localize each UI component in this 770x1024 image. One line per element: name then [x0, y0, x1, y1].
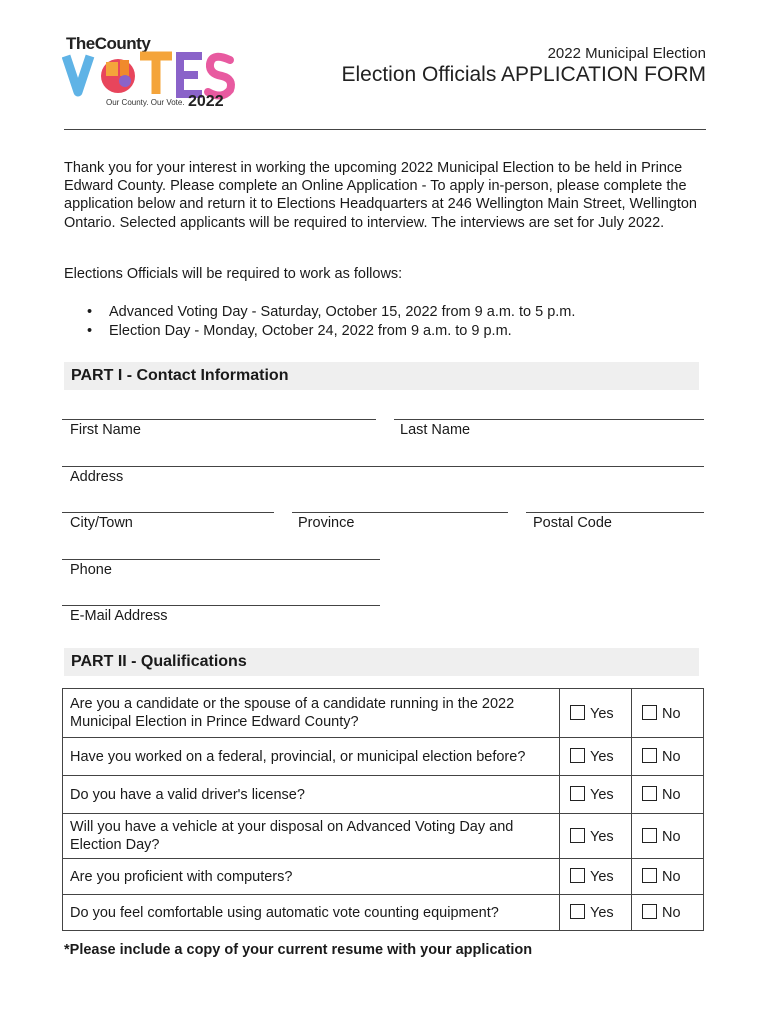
table-row — [63, 738, 704, 776]
checkbox-icon[interactable] — [642, 868, 657, 883]
work-requirement-text: Elections Officials will be required to work as follows: — [64, 266, 403, 282]
no-label: No — [662, 905, 681, 921]
checkbox-icon[interactable] — [642, 828, 657, 843]
checkbox-icon[interactable] — [570, 705, 585, 720]
table-row — [63, 859, 704, 895]
intro-paragraph: Thank you for your interest in working the upcoming 2022 Municipal Election to be held in Prince Edward County. Please complete an Online Application - To apply in-person, please complete the application below and return it to Elections Headquarters at 246 Wellington Main Street, Wellington Ontario. Selected applicants will be required to interview. The interviews are set for July 2022. — [64, 160, 697, 231]
checkbox-icon[interactable] — [642, 786, 657, 801]
city-field[interactable] — [62, 512, 274, 513]
phone-field[interactable] — [62, 559, 380, 560]
list-item-advanced-voting: • Advanced Voting Day - Saturday, October 15, 2022 from 9 a.m. to 5 p.m. — [64, 303, 575, 322]
table-row — [63, 776, 704, 814]
list-item-election-day: • Election Day - Monday, October 24, 2022 from 9 a.m. to 9 p.m. — [64, 322, 575, 341]
part2-heading: PART II - Qualifications — [64, 648, 699, 676]
no-label: No — [662, 705, 681, 722]
city-label: City/Town — [70, 515, 133, 531]
no-option[interactable] — [632, 895, 704, 931]
checkbox-icon[interactable] — [570, 786, 585, 801]
yes-label: Yes — [590, 869, 614, 885]
table-row — [63, 689, 704, 738]
work-days-list — [64, 303, 575, 341]
question-text: Do you feel comfortable using automatic vote counting equipment? — [63, 895, 560, 931]
part1-heading: PART I - Contact Information — [64, 362, 699, 390]
province-label: Province — [298, 515, 355, 531]
last-name-field[interactable] — [394, 419, 704, 420]
address-label: Address — [70, 469, 124, 485]
no-option[interactable] — [632, 776, 704, 814]
logo-top-text: TheCounty — [66, 34, 151, 53]
header-divider — [64, 129, 706, 130]
postal-code-field[interactable] — [526, 512, 704, 513]
yes-label: Yes — [590, 828, 614, 845]
last-name-label: Last Name — [400, 422, 471, 438]
postal-code-label: Postal Code — [533, 515, 612, 531]
province-field[interactable] — [292, 512, 508, 513]
question-text: Are you a candidate or the spouse of a candidate running in the 2022 Municipal Election in Prince Edward County? — [63, 689, 560, 738]
no-label: No — [662, 749, 681, 765]
checkbox-icon[interactable] — [642, 904, 657, 919]
address-field[interactable] — [62, 466, 704, 467]
yes-option[interactable] — [560, 689, 632, 738]
no-option[interactable] — [632, 689, 704, 738]
email-label: E-Mail Address — [70, 608, 168, 624]
yes-option[interactable] — [560, 859, 632, 895]
checkbox-icon[interactable] — [570, 904, 585, 919]
yes-label: Yes — [590, 787, 614, 803]
phone-label: Phone — [70, 562, 112, 578]
checkbox-icon[interactable] — [642, 748, 657, 763]
qualifications-table — [62, 688, 704, 931]
no-label: No — [662, 787, 681, 803]
checkbox-icon[interactable] — [570, 748, 585, 763]
yes-option[interactable] — [560, 738, 632, 776]
checkbox-icon[interactable] — [570, 868, 585, 883]
no-option[interactable] — [632, 814, 704, 859]
no-option[interactable] — [632, 859, 704, 895]
question-text: Will you have a vehicle at your disposal on Advanced Voting Day and Election Day? — [63, 814, 560, 859]
email-field[interactable] — [62, 605, 380, 606]
county-votes-logo — [62, 34, 242, 118]
no-label: No — [662, 828, 681, 845]
yes-option[interactable] — [560, 814, 632, 859]
no-label: No — [662, 869, 681, 885]
checkbox-icon[interactable] — [642, 705, 657, 720]
logo-tagline: Our County. Our Vote. — [106, 98, 185, 107]
no-option[interactable] — [632, 738, 704, 776]
yes-label: Yes — [590, 705, 614, 722]
first-name-field[interactable] — [62, 419, 376, 420]
resume-note: *Please include a copy of your current resume with your application — [64, 942, 533, 958]
yes-option[interactable] — [560, 895, 632, 931]
logo-year: 2022 — [188, 93, 224, 110]
question-text: Are you proficient with computers? — [63, 859, 560, 895]
table-row — [63, 895, 704, 931]
yes-label: Yes — [590, 905, 614, 921]
question-text: Have you worked on a federal, provincial, or municipal election before? — [63, 738, 560, 776]
form-title: Election Officials APPLICATION FORM — [341, 63, 706, 86]
table-row — [63, 814, 704, 859]
first-name-label: First Name — [70, 422, 141, 438]
yes-option[interactable] — [560, 776, 632, 814]
election-subtitle: 2022 Municipal Election — [547, 45, 706, 62]
checkbox-icon[interactable] — [570, 828, 585, 843]
yes-label: Yes — [590, 749, 614, 765]
question-text: Do you have a valid driver's license? — [63, 776, 560, 814]
